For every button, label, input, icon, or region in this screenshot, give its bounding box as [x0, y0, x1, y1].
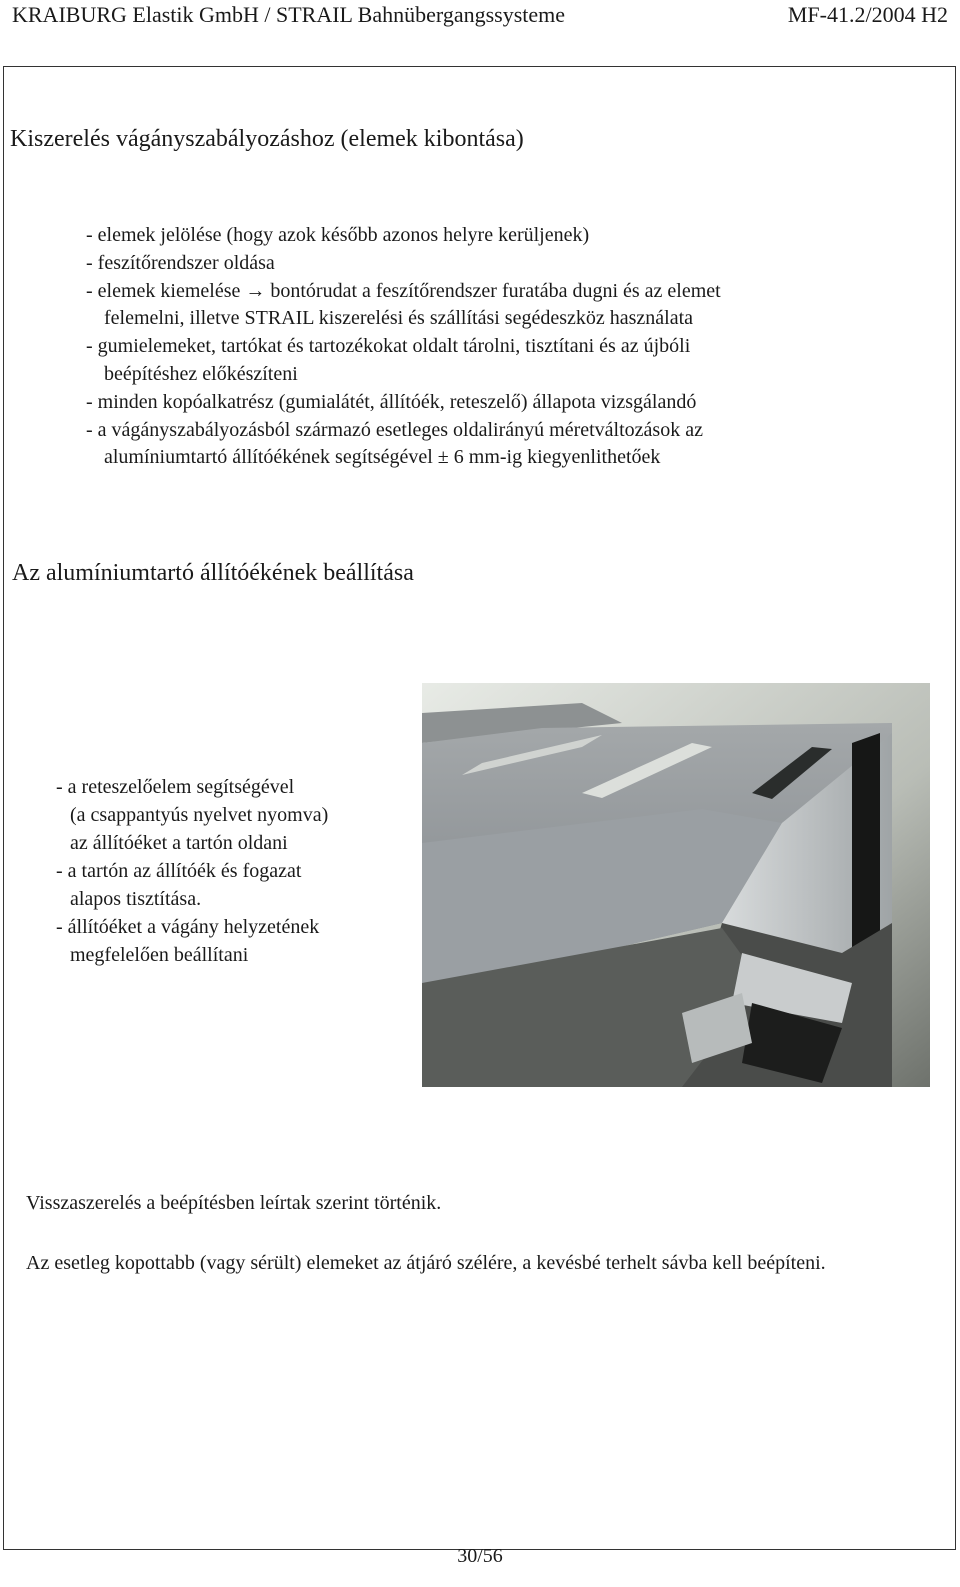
paragraph-worn-elements: Az esetleg kopottabb (vagy sérült) elemeket az átjáró szélére, a kevésbé terhelt sávba kell beépíteni.: [26, 1252, 826, 1274]
removal-steps-list: [86, 222, 721, 472]
section-title-removal: Kiszerelés vágányszabályozáshoz (elemek kibontása): [10, 126, 524, 152]
list-item: - elemek jelölése (hogy azok később azonos helyre kerüljenek): [86, 224, 590, 246]
document-code: MF-41.2/2004 H2: [787, 2, 948, 27]
list-item: - a tartón az állítóék és fogazat alapos tisztítása.: [56, 860, 302, 910]
section-title-adjustment: Az alumíniumtartó állítóékének beállítása: [12, 560, 414, 586]
list-item: - állítóéket a vágány helyzetének megfelelően beállítani: [56, 916, 320, 966]
list-item: - a reteszelőelem segítségével (a csappantyús nyelvet nyomva) az állítóéket a tartón oldani: [56, 776, 329, 854]
header-title: KRAIBURG Elastik GmbH / STRAIL Bahnübergangssysteme: [12, 2, 566, 27]
list-item: - elemek kiemelése → bontórudat a feszítőrendszer furatába dugni és az elemet felemelni, illetve STRAIL kiszerelési és szállítási segédeszköz használata: [86, 279, 721, 330]
adjustment-steps-list: [56, 773, 328, 969]
list-item: - minden kopóalkatrész (gumialátét, állítóék, reteszelő) állapota vizsgálandó: [86, 390, 697, 413]
list-item: - gumielemeket, tartókat és tartozékokat oldalt tárolni, tisztítani és az újbóli beépítéshez előkészíteni: [86, 335, 691, 385]
paragraph-reassembly: Visszaszerelés a beépítésben leírtak szerint történik.: [26, 1192, 442, 1214]
list-item: - feszítőrendszer oldása: [86, 251, 275, 274]
list-item: - a vágányszabályozásból származó esetleges oldalirányú méretváltozások az alumíniumtartó állítóékének segítségével ± 6 mm-ig kiegyenlithetőek: [86, 418, 703, 469]
rail-crossing-profile-image: [422, 683, 930, 1087]
page-number: 30/56: [457, 1545, 503, 1567]
